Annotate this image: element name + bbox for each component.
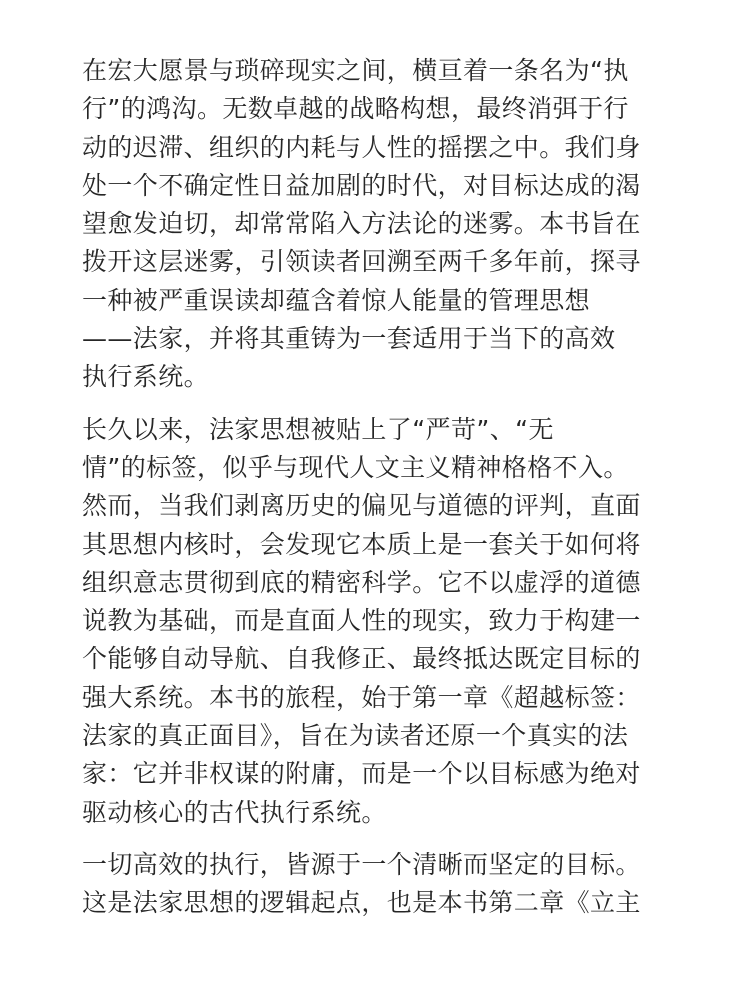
text-line: 组织意志贯彻到底的精密科学。它不以虚浮的道德: [82, 567, 641, 597]
paragraph-3: [82, 846, 672, 923]
text-line: 家：它并非权谋的附庸，而是一个以目标感为绝对: [82, 759, 641, 789]
text-line: 个能够自动导航、自我修正、最终抵达既定目标的: [82, 644, 641, 674]
text-line: 在宏大愿景与琐碎现实之间，横亘着一条名为“执: [82, 56, 629, 85]
text-line: 情”的标签，似乎与现代人文主义精神格格不入。: [82, 452, 629, 482]
paragraph-2: [82, 411, 672, 832]
text-line: 强大系统。本书的旅程，始于第一章《超越标签：: [82, 682, 641, 712]
text-line: 长久以来，法家思想被贴上了“严苛”、“无: [82, 414, 554, 444]
text-line: 一种被严重误读却蕴含着惊人能量的管理思想: [82, 285, 591, 315]
text-line: 说教为基础，而是直面人性的现实，致力于构建一: [82, 606, 641, 636]
text-line: 行”的鸿沟。无数卓越的战略构想，最终消弭于行: [82, 94, 629, 124]
text-line: ——法家，并将其重铸为一套适用于当下的高效: [82, 324, 616, 354]
text-line: 驱动核心的古代执行系统。: [82, 797, 387, 827]
text-line: 处一个不确定性日益加剧的时代，对目标达成的渴: [82, 170, 641, 200]
text-line: 动的迟滞、组织的内耗与人性的摇摆之中。我们身: [82, 132, 641, 162]
text-line: 其思想内核时，会发现它本质上是一套关于如何将: [82, 529, 641, 559]
text-line: 然而，当我们剥离历史的偏见与道德的评判，直面: [82, 491, 641, 521]
document-page: [82, 52, 672, 937]
paragraph-1: [82, 52, 672, 397]
text-line: 一切高效的执行，皆源于一个清晰而坚定的目标。: [82, 849, 641, 879]
text-line: 望愈发迫切，却常常陷入方法论的迷雾。本书旨在: [82, 209, 641, 239]
text-line: 拨开这层迷雾，引领读者回溯至两千多年前，探寻: [82, 247, 641, 277]
text-line: 这是法家思想的逻辑起点，也是本书第二章《立主: [82, 888, 641, 918]
text-line: 法家的真正面目》，旨在为读者还原一个真实的法: [82, 721, 629, 751]
text-line: 执行系统。: [82, 362, 210, 392]
